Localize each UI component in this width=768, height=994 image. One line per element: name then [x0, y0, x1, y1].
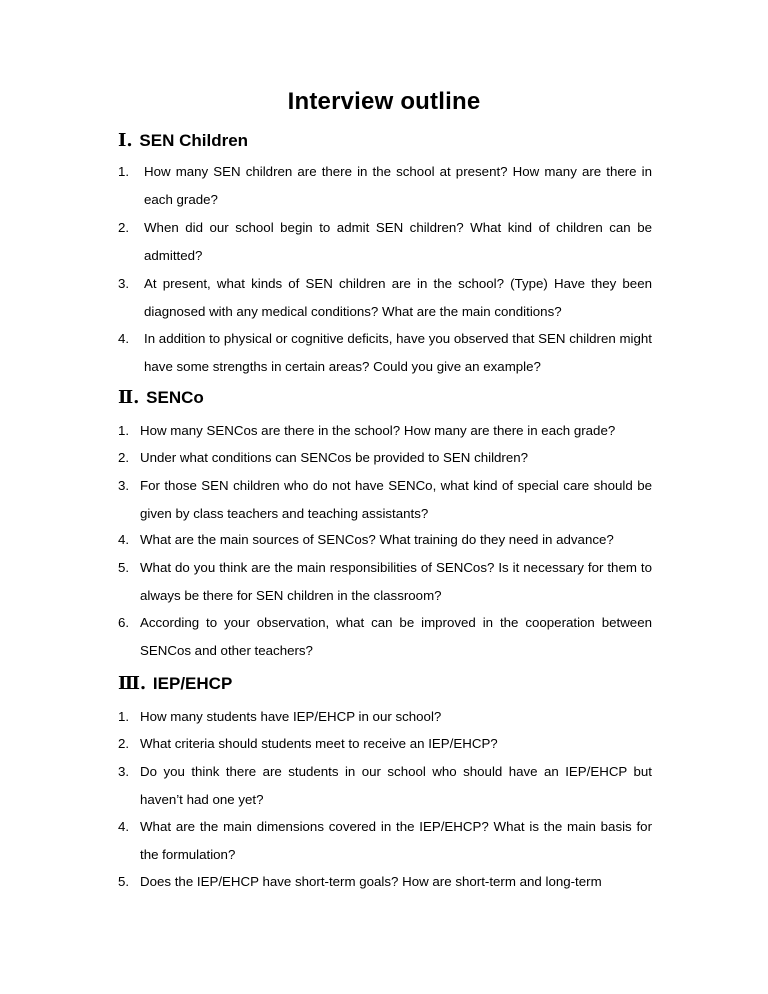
question-number: 4. — [118, 331, 130, 346]
section-numeral: Ⅰ. — [118, 130, 133, 151]
question-text: What are the main dimensions covered in the IEP/EHCP? What is the main basis for the formulation? — [140, 819, 652, 862]
question-text: What are the main sources of SENCos? What training do they need in advance? — [140, 532, 614, 547]
question-number: 5. — [118, 560, 130, 575]
question-text: According to your observation, what can be improved in the cooperation between SENCos and other teachers? — [140, 615, 652, 658]
question-item — [118, 526, 652, 554]
document-title: Interview outline — [287, 88, 481, 115]
question-text: Does the IEP/EHCP have short-term goals? How are short-term and long-term — [140, 874, 602, 889]
question-number: 5. — [118, 874, 130, 889]
question-number: 3. — [118, 478, 130, 493]
question-text: How many SEN children are there in the school at present? How many are there in each grade? — [144, 164, 652, 207]
question-item — [118, 158, 652, 214]
question-text: Under what conditions can SENCos be provided to SEN children? — [140, 450, 529, 465]
question-text: For those SEN children who do not have SENCo, what kind of special care should be given by class teachers and teaching assistants? — [140, 478, 652, 521]
question-item — [118, 270, 652, 326]
question-number: 1. — [118, 423, 130, 438]
question-number: 4. — [118, 532, 130, 547]
question-text: What criteria should students meet to receive an IEP/EHCP? — [140, 736, 498, 751]
question-item — [118, 554, 652, 610]
question-number: 4. — [118, 819, 130, 834]
question-text: In addition to physical or cognitive deficits, have you observed that SEN children might have some strengths in certain areas? Could you give an example? — [144, 331, 652, 374]
question-text: Do you think there are students in our school who should have an IEP/EHCP but haven’t had one yet? — [140, 764, 652, 807]
section-title: IEP/EHCP — [152, 674, 233, 693]
section-title: SENCo — [146, 388, 204, 407]
section-title: SEN Children — [139, 131, 249, 150]
question-item — [118, 758, 652, 814]
question-item — [118, 868, 652, 896]
question-item — [118, 472, 652, 528]
question-text: How many SENCos are there in the school? How many are there in each grade? — [140, 423, 616, 438]
section-heading-senco — [118, 387, 204, 408]
question-text: What do you think are the main responsibilities of SENCos? Is it necessary for them to always be there for SEN children in the classroom? — [140, 560, 652, 603]
section-heading-sen-children — [118, 130, 248, 151]
question-item — [118, 444, 652, 472]
question-item — [118, 417, 652, 445]
question-text: How many students have IEP/EHCP in our school? — [140, 709, 442, 724]
question-text: At present, what kinds of SEN children are in the school? (Type) Have they been diagnosed with any medical conditions? What are the main conditions? — [144, 276, 652, 319]
question-number: 6. — [118, 615, 130, 630]
question-number: 1. — [118, 709, 130, 724]
question-item — [118, 703, 652, 731]
question-text: When did our school begin to admit SEN children? What kind of children can be admitted? — [144, 220, 652, 263]
section-numeral: Ⅱ. — [118, 387, 140, 408]
question-item — [118, 325, 652, 381]
question-item — [118, 214, 652, 270]
question-number: 1. — [118, 164, 130, 179]
question-item — [118, 813, 652, 869]
question-item — [118, 730, 652, 758]
question-item — [118, 609, 652, 665]
section-heading-iep-ehcp — [118, 673, 232, 694]
question-number: 3. — [118, 276, 130, 291]
question-number: 3. — [118, 764, 130, 779]
question-number: 2. — [118, 220, 130, 235]
question-number: 2. — [118, 736, 130, 751]
section-numeral: Ⅲ. — [118, 673, 147, 694]
question-number: 2. — [118, 450, 130, 465]
